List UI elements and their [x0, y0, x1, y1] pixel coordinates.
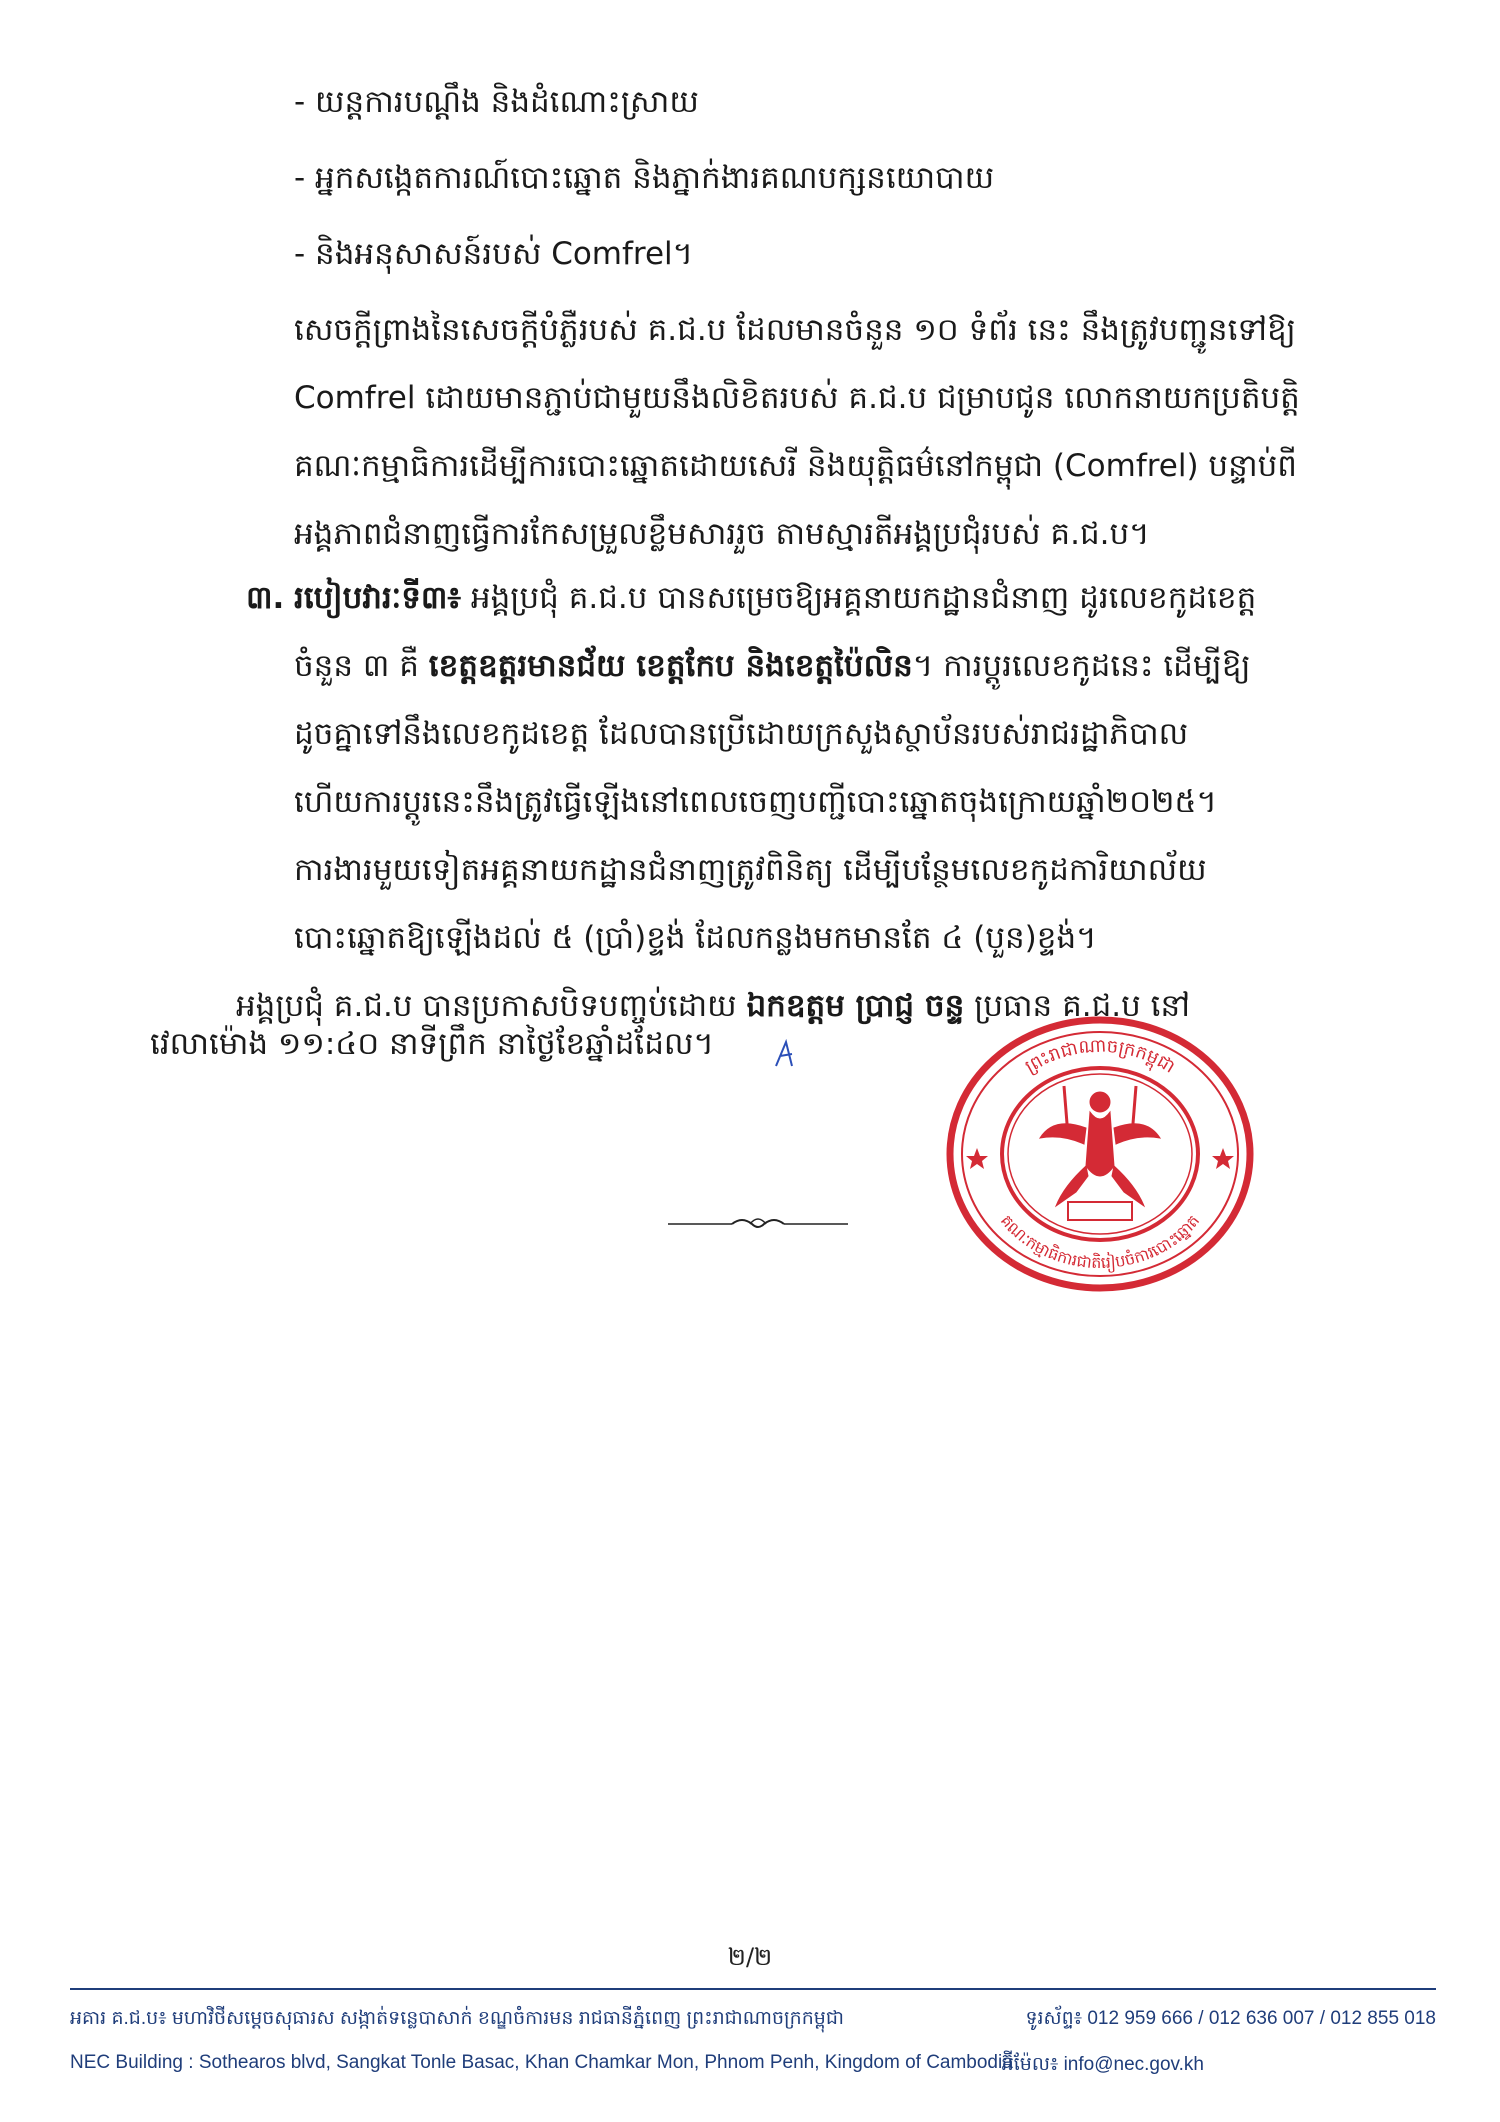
closing-text: ប្រធាន គ.ជ.ប នៅ: [964, 988, 1191, 1024]
agenda-line: [294, 646, 1251, 686]
agenda-number: ៣.: [246, 580, 285, 616]
footer-phone: ទូរស័ព្ទ៖ 012 959 666 / 012 636 007 / 012 855 018: [1025, 2008, 1436, 2029]
garuda-emblem-icon: [1040, 1086, 1160, 1220]
list-item-complaint-mechanism: - យន្តការបណ្តឹង និងដំណោះស្រាយ: [294, 84, 699, 120]
official-seal: [944, 1016, 1256, 1292]
paragraph-line: គណៈកម្មាធិការដើម្បីការបោះឆ្នោតដោយសេរី និងយុត្តិធម៌នៅកម្ពុជា (Comfrel) បន្ទាប់ពី: [294, 448, 1297, 484]
agenda-line-text: ចំនួន ៣ គឺ: [294, 648, 429, 684]
initial-mark: [770, 1036, 806, 1072]
province-names: ខេត្តឧត្តរមានជ័យ ខេត្តកែប និងខេត្តប៉ៃលិន: [428, 648, 913, 684]
agenda-heading: របៀបវារៈទី៣៖: [294, 580, 462, 616]
page-number: ២/២: [727, 1943, 773, 1971]
footer-address-kh: អគារ គ.ជ.ប៖ មហាវិថីសម្តេចសុធារស សង្កាត់ទន្លេបាសាក់ ខណ្ឌចំការមន រាជធានីភ្នំពេញ ព្រះរាជាណាចក្រកម្ពុជា: [70, 2008, 844, 2029]
seal-star-left-icon: [966, 1148, 988, 1169]
agenda-line-text: អង្គប្រជុំ គ.ជ.ប បានសម្រេចឱ្យអគ្គនាយកដ្ឋានជំនាញ ដូរលេខកូដខេត្ត: [461, 580, 1257, 616]
list-item-recommendations: - និងអនុសាសន៍របស់ Comfrel។: [294, 236, 694, 272]
seal-text-bottom: គណៈកម្មាធិការជាតិរៀបចំការបោះឆ្នោត: [996, 1211, 1204, 1273]
list-item-observers: - អ្នកសង្កេតការណ៍បោះឆ្នោត និងភ្នាក់ងារគណបក្សនយោបាយ: [294, 160, 995, 196]
president-name: ឯកឧត្តម ប្រាជ្ញ ចន្ទ: [746, 988, 965, 1024]
paragraph-line: សេចក្តីព្រាងនៃសេចក្តីបំភ្លឺរបស់ គ.ជ.ប ដែលមានចំនួន ១០ ទំព័រ នេះ នឹងត្រូវបញ្ជូនទៅឱ្យ: [294, 312, 1296, 348]
footer-address-en: NEC Building : Sothearos blvd, Sangkat Tonle Basac, Khan Chamkar Mon, Phnom Penh, Kingdom of Cambodia: [70, 2052, 1013, 2073]
ornament-divider: [668, 1212, 848, 1236]
agenda-line: [294, 578, 1256, 618]
footer-email[interactable]: អ៊ីម៉ែល៖ info@nec.gov.kh: [1001, 2054, 1204, 2075]
agenda-line-text: ។ ការប្តូរលេខកូដនេះ ដើម្បីឱ្យ: [912, 648, 1251, 684]
footer-rule: [70, 1988, 1436, 1990]
paragraph-line: Comfrel ដោយមានភ្ជាប់ជាមួយនឹងលិខិតរបស់ គ.ជ.ប ជម្រាបជូន លោកនាយកប្រតិបត្តិ: [294, 380, 1300, 416]
paragraph-line: អង្គភាពជំនាញធ្វើការកែសម្រួលខ្លឹមសាររួច តាមស្មារតីអង្គប្រជុំរបស់ គ.ជ.ប។: [294, 516, 1150, 552]
agenda-line: ដូចគ្នាទៅនឹងលេខកូដខេត្ត ដែលបានប្រើដោយក្រសួងស្ថាប័នរបស់រាជរដ្ឋាភិបាល: [294, 716, 1189, 752]
agenda-line: ការងារមួយទៀតអគ្គនាយកដ្ឋានជំនាញត្រូវពិនិត្យ ដើម្បីបន្ថែមលេខកូដការិយាល័យ: [294, 852, 1207, 888]
closing-line: វេលាម៉ោង ១១:៤០ នាទីព្រឹក នាថ្ងៃខែឆ្នាំដដែល។: [150, 1026, 714, 1062]
seal-star-right-icon: [1212, 1148, 1234, 1169]
agenda-line: ហើយការប្តូរនេះនឹងត្រូវធ្វើឡើងនៅពេលចេញបញ្ជីបោះឆ្នោតចុងក្រោយឆ្នាំ២០២៥។: [294, 784, 1217, 820]
seal-text-top: ព្រះរាជាណាចក្រកម្ពុជា: [1021, 1035, 1179, 1078]
agenda-line: បោះឆ្នោតឱ្យឡើងដល់ ៥ (ប្រាំ)ខ្ទង់ ដែលកន្លងមកមានតែ ៤ (បួន)ខ្ទង់។: [294, 920, 1097, 956]
closing-text: អង្គប្រជុំ គ.ជ.ប បានប្រកាសបិទបញ្ចប់ដោយ: [236, 988, 747, 1024]
